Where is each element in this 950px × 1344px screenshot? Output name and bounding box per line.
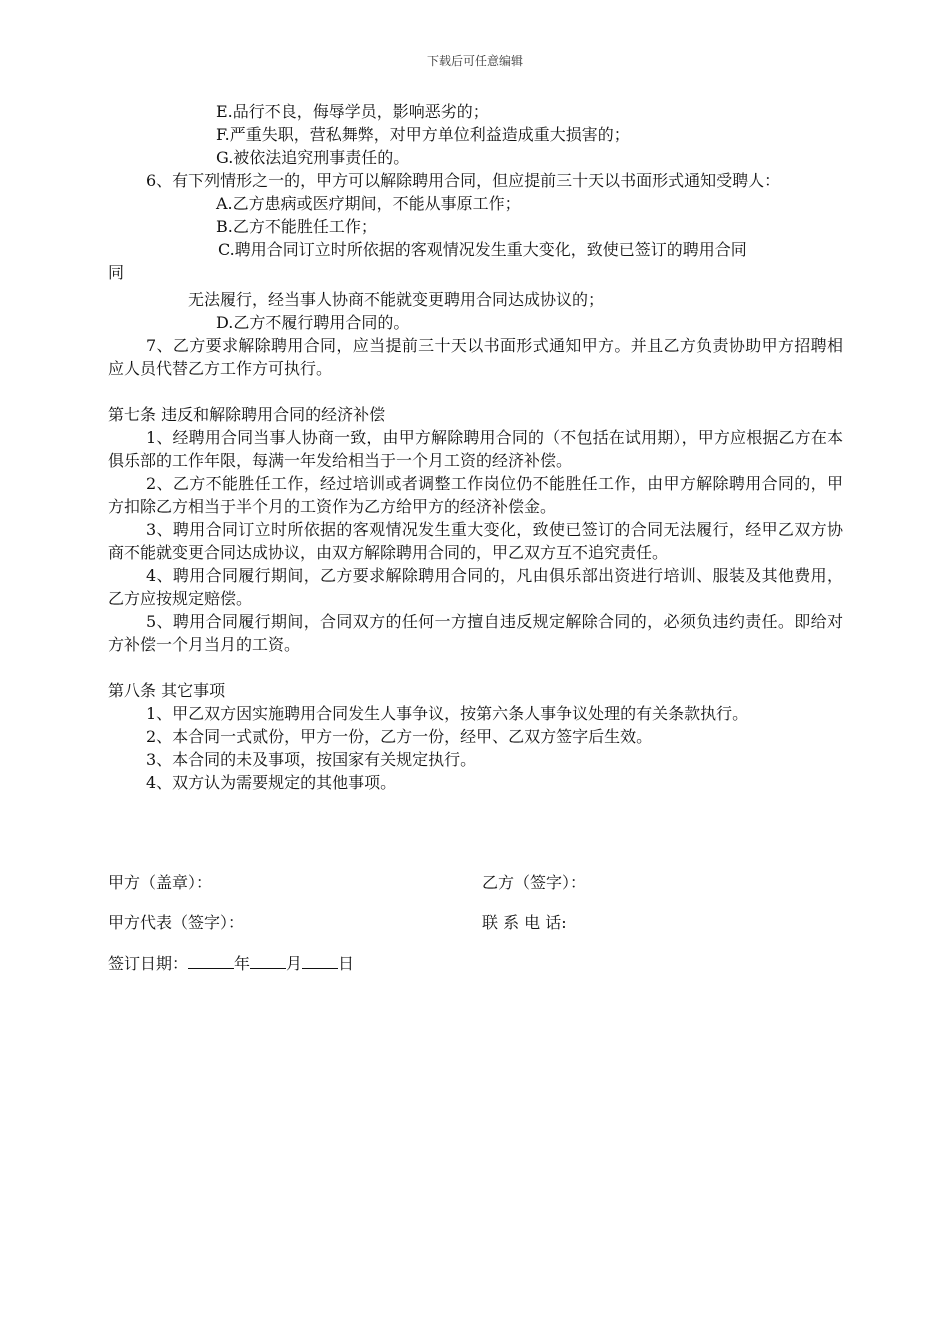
article8-clause: 3、本合同的未及事项，按国家有关规定执行。: [146, 750, 477, 769]
day-label: 日: [338, 954, 355, 973]
article7-title: 第七条 违反和解除聘用合同的经济补偿: [108, 405, 386, 424]
year-label: 年: [234, 954, 251, 973]
article6-item-d: D.乙方不履行聘用合同的。: [216, 313, 410, 332]
year-blank[interactable]: [188, 967, 234, 969]
article6-clause-7: 7、乙方要求解除聘用合同，应当提前三十天以书面形式通知甲方。并且乙方负责协助甲方招聘相应人员代替乙方工作方可执行。: [108, 336, 843, 378]
article6-item-e: E.品行不良，侮辱学员，影响恶劣的；: [216, 102, 489, 121]
article6-item-c-line2: 同: [108, 263, 125, 282]
party-a-rep-label: 甲方代表（签字）：: [108, 913, 245, 932]
day-blank[interactable]: [302, 967, 338, 969]
article6-item-c-line3: 无法履行，经当事人协商不能就变更聘用合同达成协议的；: [188, 290, 605, 309]
article6-item-f: F.严重失职，营私舞弊，对甲方单位利益造成重大损害的；: [216, 125, 630, 144]
month-label: 月: [286, 954, 303, 973]
party-a-seal-label: 甲方（盖章）：: [108, 873, 213, 892]
contract-body: [108, 100, 843, 794]
article6-clause-6: 6、有下列情形之一的，甲方可以解除聘用合同，但应提前三十天以书面形式通知受聘人：: [146, 171, 781, 190]
article8-title: 第八条 其它事项: [108, 681, 226, 700]
signing-date-label: 签订日期：: [108, 954, 189, 973]
party-b-sign-label: 乙方（签字）：: [482, 873, 587, 892]
article6-item-b: B.乙方不能胜任工作；: [216, 217, 377, 236]
article6-item-a: A.乙方患病或医疗期间，不能从事原工作；: [216, 194, 521, 213]
article8-clause: 1、甲乙双方因实施聘用合同发生人事争议，按第六条人事争议处理的有关条款执行。: [146, 704, 749, 723]
article8-clause: 4、双方认为需要规定的其他事项。: [146, 773, 397, 792]
month-blank[interactable]: [250, 967, 286, 969]
contact-phone-label: 联 系 电 话:: [482, 913, 567, 932]
article6-item-g: G.被依法追究刑事责任的。: [216, 148, 410, 167]
article7-clause: 3、聘用合同订立时所依据的客观情况发生重大变化，致使已签订的合同无法履行，经甲乙双方协商不能就变更合同达成协议，由双方解除聘用合同的，甲乙双方互不追究责任。: [108, 520, 843, 562]
signing-date-line: [108, 951, 354, 974]
article8-clause: 2、本合同一式贰份，甲方一份，乙方一份，经甲、乙双方签字后生效。: [146, 727, 653, 746]
article6-item-c-line1: C.聘用合同订立时所依据的客观情况发生重大变化，致使已签订的聘用合同: [218, 240, 747, 259]
article7-clause: 5、聘用合同履行期间，合同双方的任何一方擅自违反规定解除合同的，必须负违约责任。即给对方补偿一个月当月的工资。: [108, 612, 843, 654]
article7-clause: 2、乙方不能胜任工作，经过培训或者调整工作岗位仍不能胜任工作，由甲方解除聘用合同的，甲方扣除乙方相当于半个月的工资作为乙方给甲方的经济补偿金。: [108, 474, 843, 516]
article7-clause: 1、经聘用合同当事人协商一致，由甲方解除聘用合同的（不包括在试用期），甲方应根据乙方在本俱乐部的工作年限，每满一年发给相当于一个月工资的经济补偿。: [108, 428, 843, 470]
page-header: 下载后可任意编辑: [426, 54, 523, 68]
article7-clause: 4、聘用合同履行期间，乙方要求解除聘用合同的，凡由俱乐部出资进行培训、服装及其他费用，乙方应按规定赔偿。: [108, 566, 843, 608]
